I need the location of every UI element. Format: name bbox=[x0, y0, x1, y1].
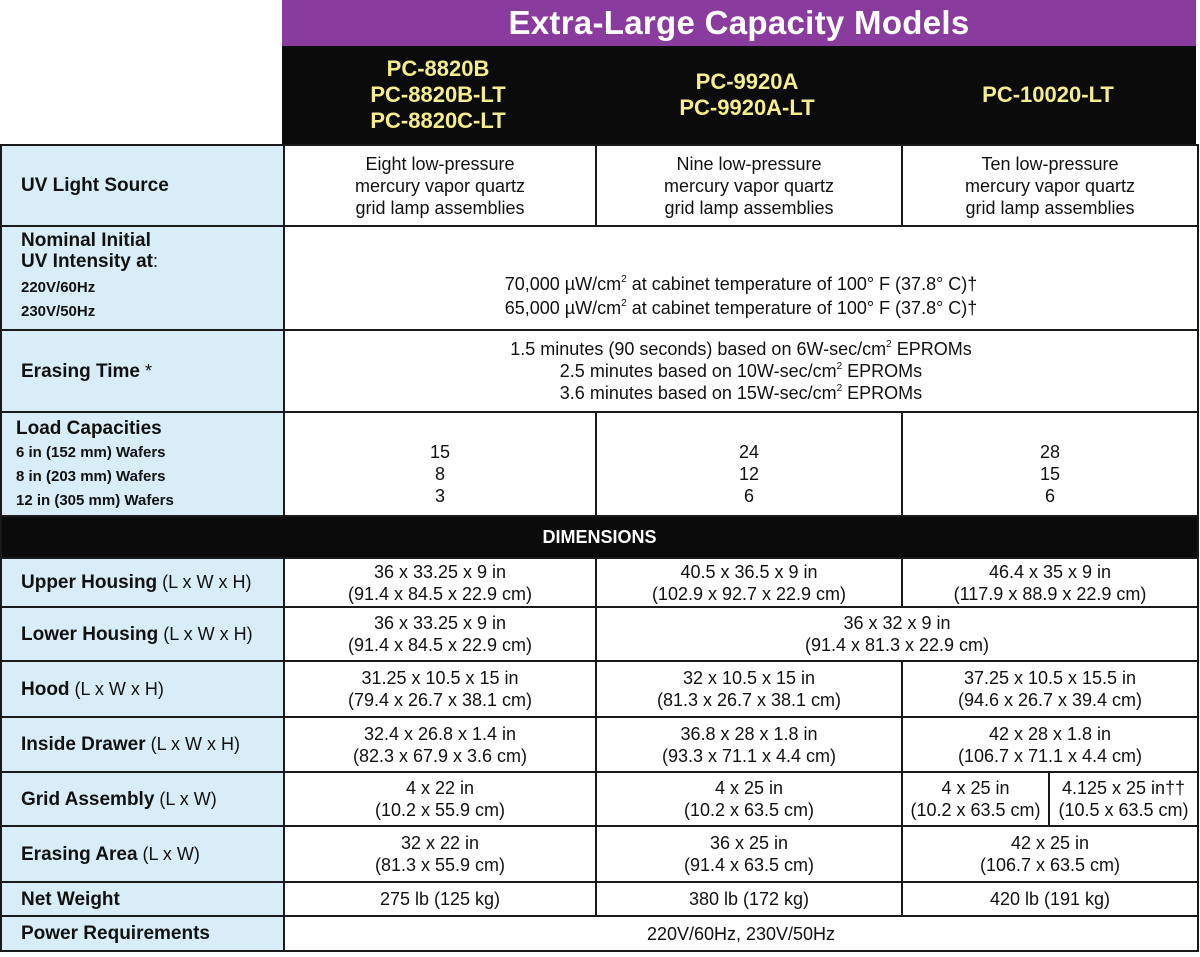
value-cell: 32.4 x 26.8 x 1.4 in (82.3 x 67.9 x 3.6 cm) bbox=[284, 717, 596, 772]
row-erasing-area bbox=[1, 826, 1198, 882]
row-label: Upper Housing (L x W x H) bbox=[1, 558, 284, 607]
model-name: PC-9920A bbox=[695, 69, 799, 94]
row-hood bbox=[1, 661, 1198, 717]
value-cell: Ten low-pressure mercury vapor quartz grid lamp assemblies bbox=[902, 145, 1198, 226]
model-header bbox=[282, 46, 1196, 144]
row-inside-drawer bbox=[1, 717, 1198, 772]
row-label: Erasing Area (L x W) bbox=[1, 826, 284, 882]
value-cell: 42 x 28 x 1.8 in (106.7 x 71.1 x 4.4 cm) bbox=[902, 717, 1198, 772]
dimensions-heading: DIMENSIONS bbox=[1, 516, 1198, 558]
value-cell: 220V/60Hz, 230V/50Hz bbox=[284, 916, 1198, 951]
value-cell: 420 lb (191 kg) bbox=[902, 882, 1198, 916]
value-cell: 36 x 33.25 x 9 in (91.4 x 84.5 x 22.9 cm) bbox=[284, 558, 596, 607]
row-label: Lower Housing (L x W x H) bbox=[1, 607, 284, 661]
row-upper-housing bbox=[1, 558, 1198, 607]
erasing-time-value: 1.5 minutes (90 seconds) based on $6W-\sec/cm^2$ EPROMs 2.5 minutes based on $10W-\sec/cm^2$ EPROMs 3.6 minutes based on $15W-\sec/cm^2$ EPROMs bbox=[284, 330, 1198, 412]
row-label: Hood (L x W x H) bbox=[1, 661, 284, 717]
value-cell: 24 12 6 bbox=[596, 412, 902, 516]
row-load bbox=[1, 412, 1198, 516]
row-label: Inside Drawer (L x W x H) bbox=[1, 717, 284, 772]
model-group-10020 bbox=[900, 46, 1196, 144]
row-intensity bbox=[1, 226, 1198, 330]
model-name: PC-8820B-LT bbox=[370, 82, 506, 107]
value-cell: 4 x 22 in (10.2 x 55.9 cm) bbox=[284, 772, 596, 826]
model-name: PC-8820B bbox=[386, 56, 490, 81]
model-group-8820 bbox=[282, 46, 594, 144]
value-cell: 31.25 x 10.5 x 15 in (79.4 x 26.7 x 38.1 cm) bbox=[284, 661, 596, 717]
value-cell: Nine low-pressure mercury vapor quartz grid lamp assemblies bbox=[596, 145, 902, 226]
row-label: Grid Assembly (L x W) bbox=[1, 772, 284, 826]
value-cell: 275 lb (125 kg) bbox=[284, 882, 596, 916]
intensity-value: 70,000 $\mu W/cm^2$ at cabinet temperature of 100° F (37.8° C)† 65,000 $\mu W/cm^2$ at cabinet temperature of 100° F (37.8° C)† bbox=[284, 226, 1198, 330]
value-cell: 42 x 25 in (106.7 x 63.5 cm) bbox=[902, 826, 1198, 882]
value-cell: 380 lb (172 kg) bbox=[596, 882, 902, 916]
row-erasing-time bbox=[1, 330, 1198, 412]
value-cell: Eight low-pressure mercury vapor quartz grid lamp assemblies bbox=[284, 145, 596, 226]
value-cell: 46.4 x 35 x 9 in (117.9 x 88.9 x 22.9 cm) bbox=[902, 558, 1198, 607]
row-lower-housing bbox=[1, 607, 1198, 661]
value-cell: 32 x 10.5 x 15 in (81.3 x 26.7 x 38.1 cm) bbox=[596, 661, 902, 717]
row-uv-source bbox=[1, 145, 1198, 226]
row-net-weight bbox=[1, 882, 1198, 916]
value-cell: 36 x 32 x 9 in (91.4 x 81.3 x 22.9 cm) bbox=[596, 607, 1198, 661]
value-cell: 4.125 x 25 in†† (10.5 x 63.5 cm) bbox=[1049, 772, 1198, 826]
model-name: PC-9920A-LT bbox=[679, 95, 815, 120]
value-cell: 37.25 x 10.5 x 15.5 in (94.6 x 26.7 x 39.4 cm) bbox=[902, 661, 1198, 717]
row-power bbox=[1, 916, 1198, 951]
row-label: UV Light Source bbox=[1, 145, 284, 226]
value-cell: 4 x 25 in (10.2 x 63.5 cm) bbox=[902, 772, 1049, 826]
value-cell: 15 8 3 bbox=[284, 412, 596, 516]
model-name: PC-10020-LT bbox=[982, 82, 1114, 107]
row-label: Power Requirements bbox=[1, 916, 284, 951]
row-dimensions-heading bbox=[1, 516, 1198, 558]
value-cell: 36.8 x 28 x 1.8 in (93.3 x 71.1 x 4.4 cm) bbox=[596, 717, 902, 772]
spec-table bbox=[0, 144, 1199, 952]
row-label: Erasing Time * bbox=[1, 330, 284, 412]
row-label: Load Capacities 6 in (152 mm) Wafers 8 in (203 mm) Wafers 12 in (305 mm) Wafers bbox=[1, 412, 284, 516]
value-cell: 4 x 25 in (10.2 x 63.5 cm) bbox=[596, 772, 902, 826]
section-title: Extra-Large Capacity Models bbox=[282, 0, 1196, 46]
value-cell: 40.5 x 36.5 x 9 in (102.9 x 92.7 x 22.9 cm) bbox=[596, 558, 902, 607]
model-name: PC-8820C-LT bbox=[370, 108, 506, 133]
model-group-9920 bbox=[594, 46, 900, 144]
row-label: Net Weight bbox=[1, 882, 284, 916]
value-cell: 28 15 6 bbox=[902, 412, 1198, 516]
row-label: Nominal Initial UV Intensity at: 220V/60Hz 230V/50Hz bbox=[1, 226, 284, 330]
value-cell: 36 x 33.25 x 9 in (91.4 x 84.5 x 22.9 cm) bbox=[284, 607, 596, 661]
value-cell: 36 x 25 in (91.4 x 63.5 cm) bbox=[596, 826, 902, 882]
row-grid-assembly bbox=[1, 772, 1198, 826]
value-cell: 32 x 22 in (81.3 x 55.9 cm) bbox=[284, 826, 596, 882]
